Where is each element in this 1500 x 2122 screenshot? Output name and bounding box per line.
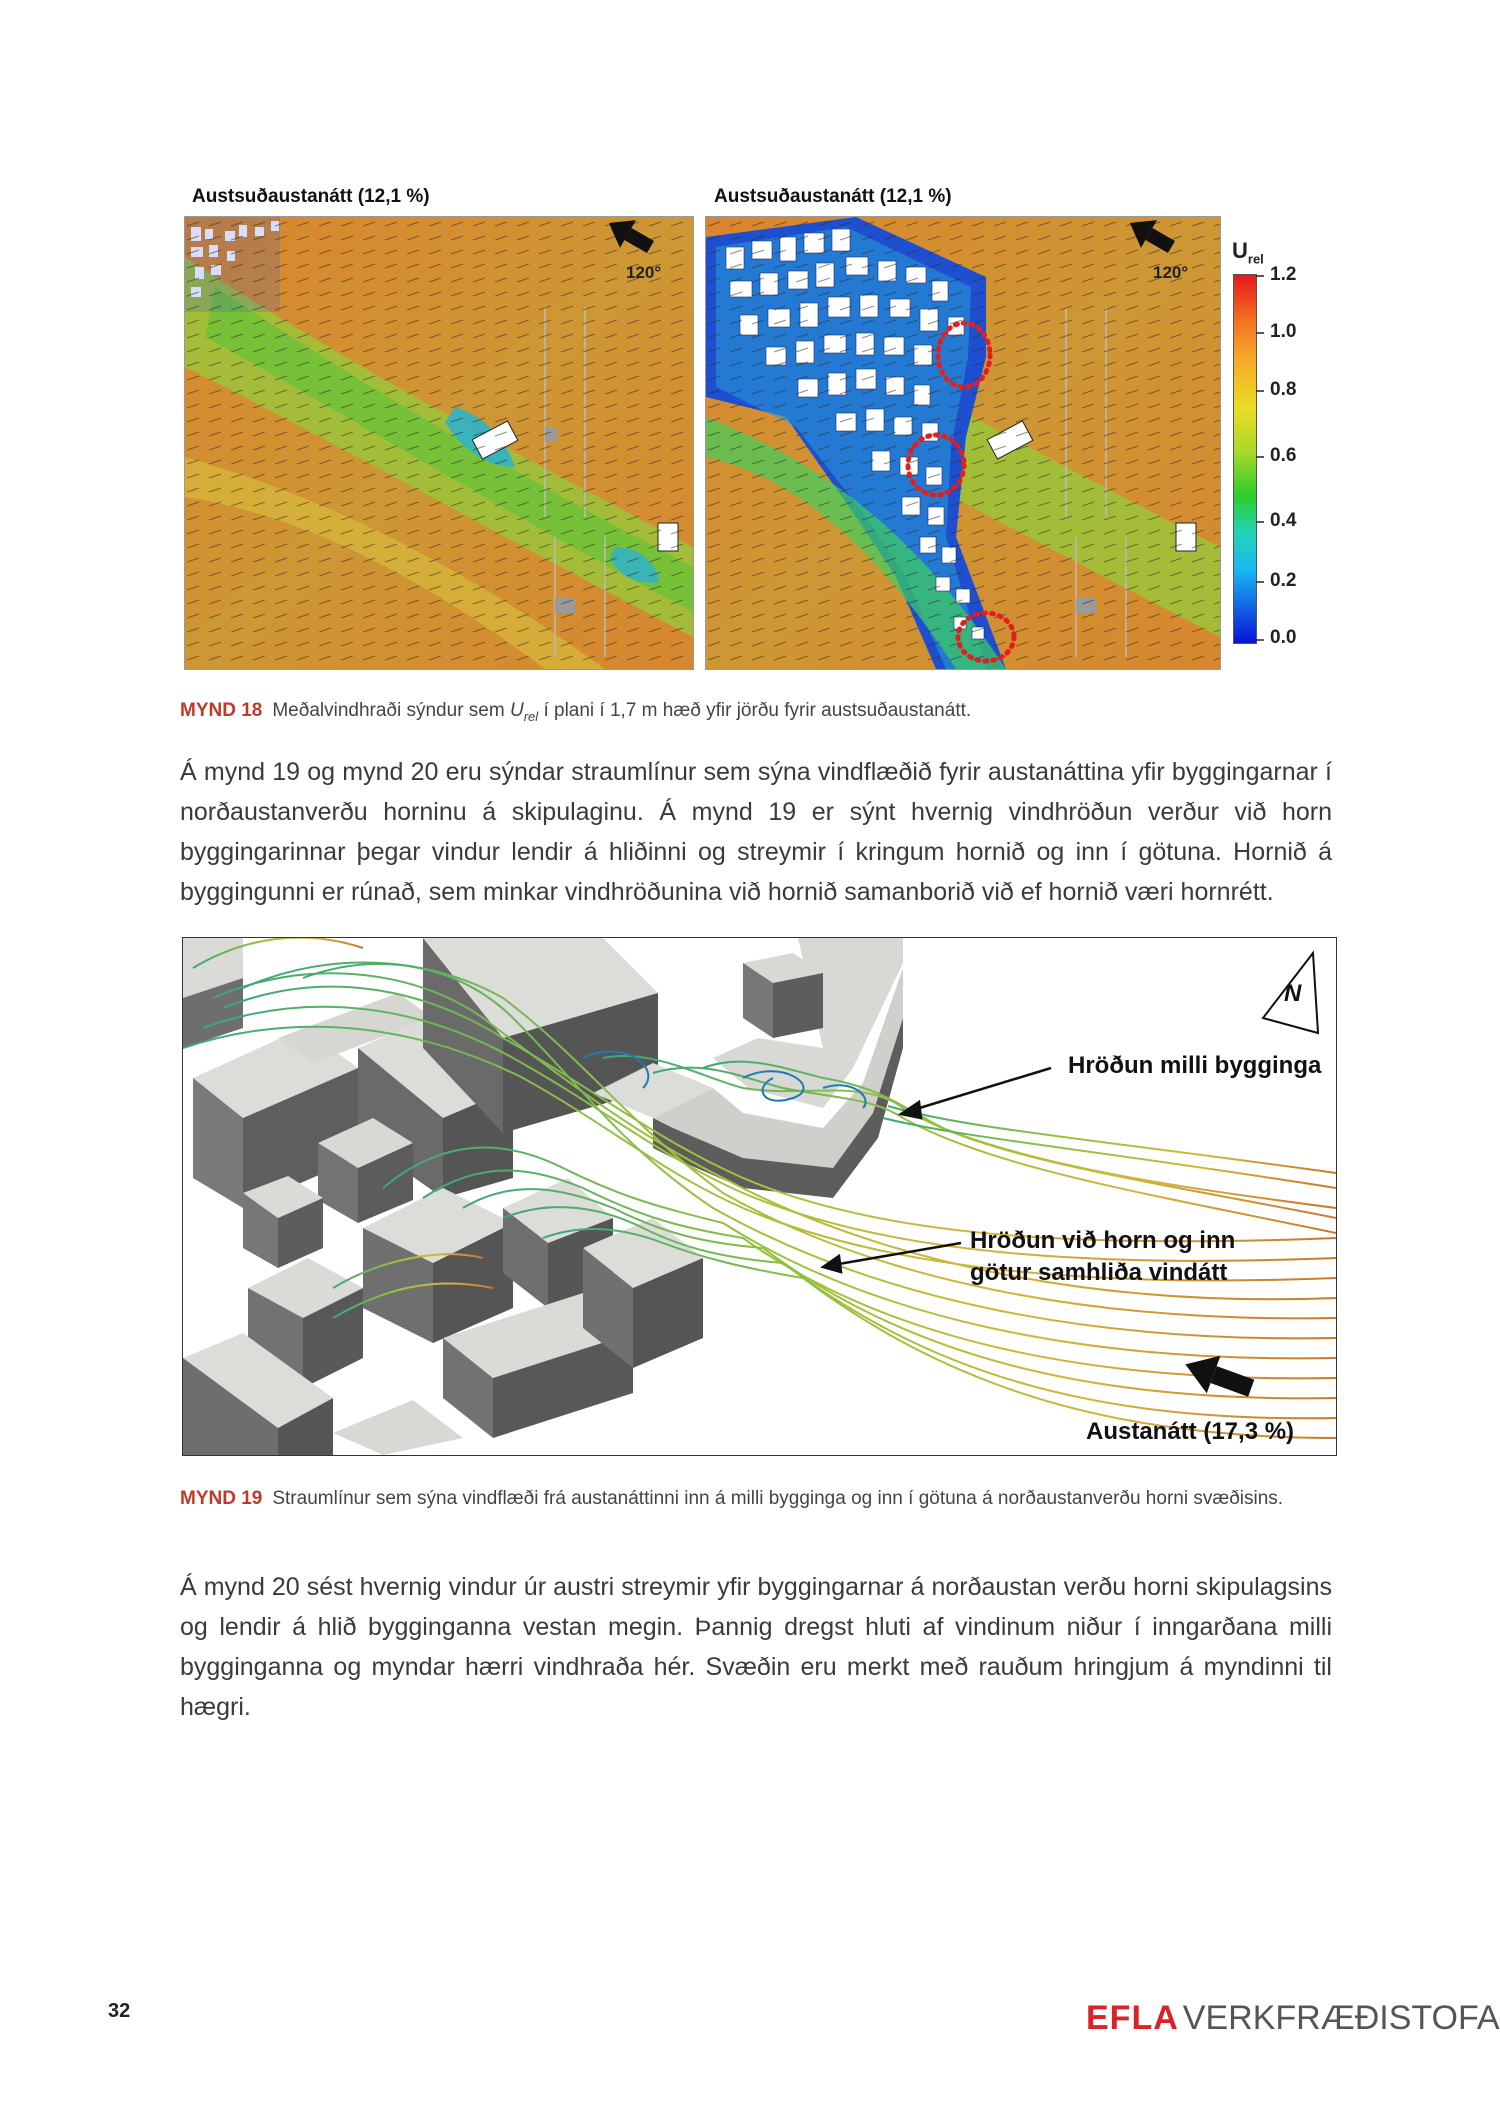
figure19-streamlines [182, 937, 1337, 1456]
figure19-caption: MYND 19 Straumlínur sem sýna vindflæði frá austanáttinni inn á milli bygginga og inn í götuna á norðaustanverðu horni svæðisins. [180, 1485, 1330, 1513]
cfd-plot-left [184, 216, 694, 670]
legend-label: 1.0 [1270, 321, 1297, 342]
legend-title: $U_{rel}$ [1232, 238, 1264, 267]
footer-brand [1086, 1998, 1500, 2038]
figure18-caption-label: MYND 18 [180, 700, 263, 721]
legend-label: 0.4 [1270, 510, 1297, 531]
legend-label: 0.6 [1270, 445, 1297, 466]
wind-direction-label: Austanátt (17,3 %) [1086, 1418, 1295, 1445]
brand-suffix: VERKFRÆÐISTOFA [1182, 1999, 1500, 2037]
annotation-acceleration-between-buildings: Hröðun milli bygginga [1068, 1052, 1322, 1079]
brand-logo: EFLA [1086, 1999, 1179, 2037]
legend-colorbar [1233, 274, 1257, 644]
body-paragraph-2: Á mynd 20 sést hvernig vindur úr austri streymir yfir byggingarnar á norðaustan verðu horni skipulagsins og lendir á hlið bygginganna vestan megin. Þannig dregst hluti af vindinum niður í inngarðana milli bygginganna og myndar hærri vindhraða hér. Svæðin eru merkt með rauðum hringjum á myndinni til hægri. [180, 1573, 1332, 1721]
north-label: N [1284, 980, 1302, 1007]
figure18-caption: MYND 18 Meðalvindhraði sýndur sem $U_{rel}$ í plani í 1,7 m hæð yfir jörðu fyrir austsuðaustanátt. [180, 700, 972, 724]
cfd-plot-right [705, 216, 1221, 670]
figure18-left-title: Austsuðaustanátt (12,1 %) [192, 186, 430, 207]
figure19-caption-label: MYND 19 [180, 1488, 263, 1509]
right-angle-label: 120° [1153, 263, 1189, 282]
annotation-acceleration-corner: Hröðun við horn og inn götur samhliða vindátt [970, 1227, 1236, 1286]
body-paragraph-1: Á mynd 19 og mynd 20 eru sýndar straumlínur sem sýna vindflæðið fyrir austanáttina yfir byggingarnar í norðaustanverðu horninu á skipulaginu. Á mynd 19 er sýnt hvernig vindhröðun verður við horn byggingarinnar þegar vindur lendir á hliðinni og streymir í kringum hornið og inn í götuna. Hornið á byggingunni er rúnað, sem minkar vindhröðunina við hornið samanborið við ef hornið væri hornrétt. [180, 758, 1332, 906]
legend-label: 0.8 [1270, 379, 1297, 400]
legend-label: 0.2 [1270, 570, 1297, 591]
left-angle-label: 120° [626, 263, 662, 282]
legend-label: 0.0 [1270, 627, 1297, 648]
page-number: 32 [108, 2000, 131, 2022]
legend-label: 1.2 [1270, 264, 1297, 285]
legend-ticks [1256, 274, 1266, 642]
figure18-right-title: Austsuðaustanátt (12,1 %) [714, 186, 952, 207]
